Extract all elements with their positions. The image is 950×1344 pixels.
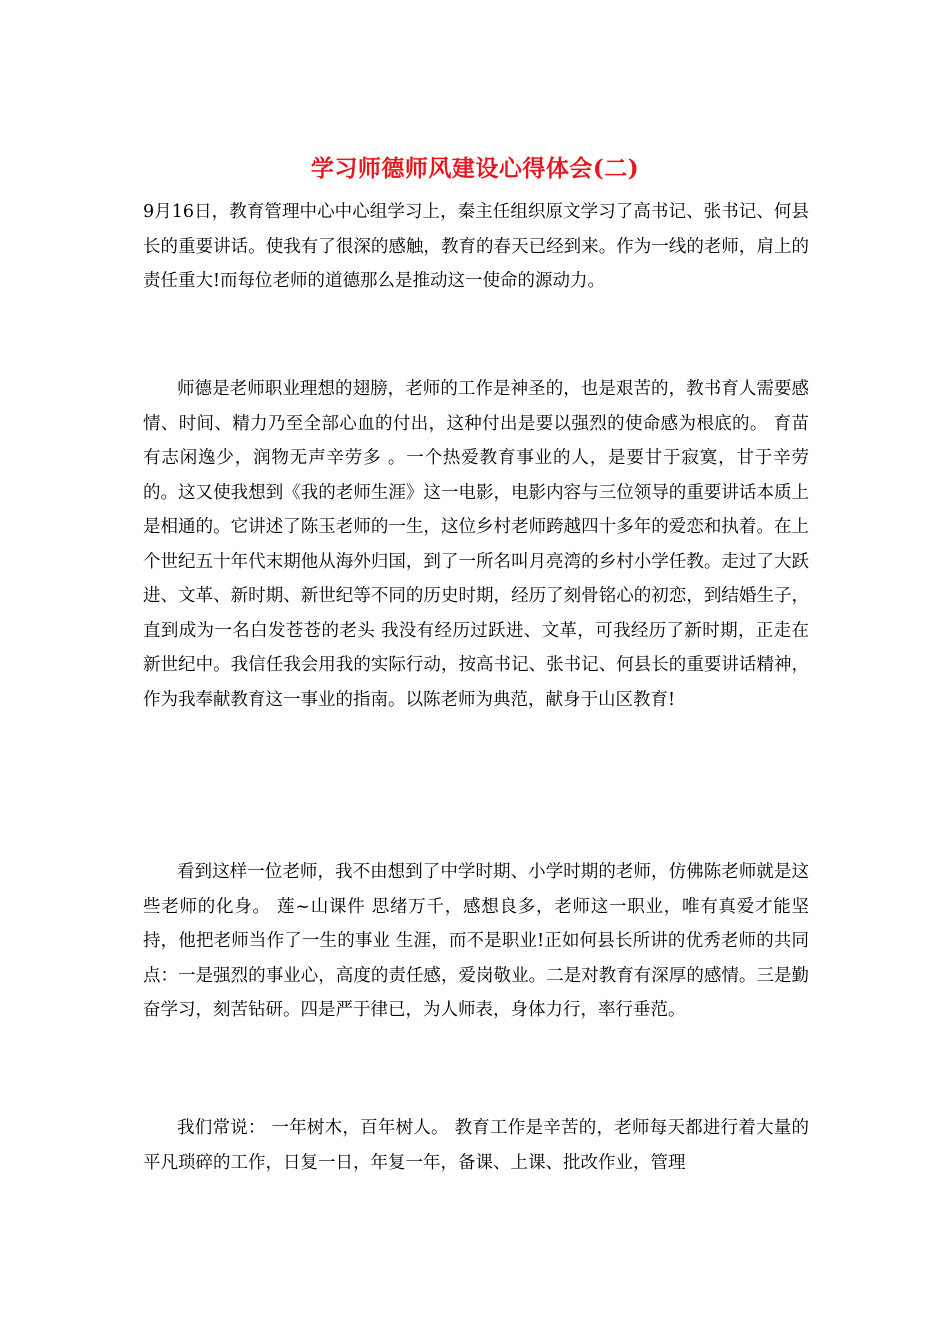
paragraph-4: 我们常说： 一年树木，百年树人。 教育工作是辛苦的，老师每天都进行着大量的平凡琐碎的工作，日复一日，年复一年，备课、上课、批改作业，管理 [143, 1118, 809, 1173]
document-title: 学习师德师风建设心得体会(二) [310, 155, 640, 182]
paragraph-3: 看到这样一位老师，我不由想到了中学时期、小学时期的老师，仿佛陈老师就是这些老师的化身。 莲~山课件 思绪万千，感想良多，老师这一职业，唯有真爱才能坚持，他把老师当作了一生的事业 生涯，而不是职业!正如何县长所讲的优秀老师的共同点：一是强烈的事业心，高度的责任感，爱岗敬业。二是对教育有深厚的感情。三是勤奋学习，刻苦钻研。四是严于律已，为人师表，身体力行，率行垂范。 [143, 862, 809, 1020]
paragraph-1: 9月16日，教育管理中心中心组学习上，秦主任组织原文学习了高书记、张书记、何县长的重要讲话。使我有了很深的感触，教育的春天已经到来。作为一线的老师，肩上的责任重大!而每位老师的道德那么是推动这一使命的源动力。 [143, 202, 809, 291]
paragraph-2: 师德是老师职业理想的翅膀，老师的工作是神圣的，也是艰苦的，教书育人需要感情、时间、精力乃至全部心血的付出，这种付出是要以强烈的使命感为根底的。 育苗有志闲逸少，润物无声辛劳多 。一个热爱教育事业的人，是要甘于寂寞，甘于辛劳的。这又使我想到《我的老师生涯》这一电影，电影内容与三位领导的重要讲话本质上是相通的。它讲述了陈玉老师的一生，这位乡村老师跨越四十多年的爱恋和执着。在上个世纪五十年代末期他从海外归国，到了一所名叫月亮湾的乡村小学任教。走过了大跃进、文革、新时期、新世纪等不同的历史时期，经历了刻骨铭心的初恋，到结婚生子，直到成为一名白发苍苍的老头 我没有经历过跃进、文革，可我经历了新时期，正走在新世纪中。我信任我会用我的实际行动，按高书记、张书记、何县长的重要讲话精神，作为我奉献教育这一事业的指南。以陈老师为典范，献身于山区教育! [143, 379, 809, 710]
